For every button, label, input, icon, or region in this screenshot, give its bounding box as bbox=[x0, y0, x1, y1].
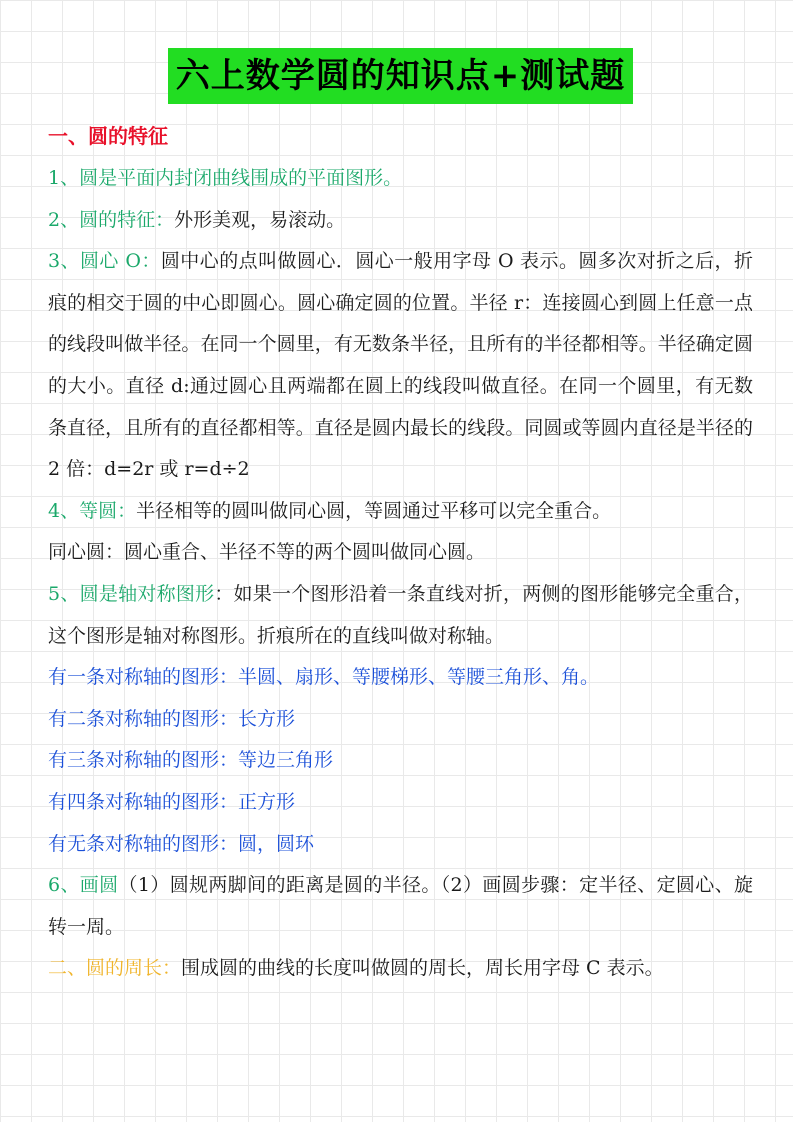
item-5 bbox=[48, 574, 753, 657]
item-6-text: （1）圆规两脚间的距离是圆的半径。（2）画圆步骤：定半径、定圆心、旋转一周。 bbox=[48, 874, 753, 938]
item-6 bbox=[48, 865, 753, 948]
item-4-label: 4、等圆： bbox=[48, 499, 137, 522]
page-title: 六上数学圆的知识点+测试题 bbox=[168, 48, 634, 104]
item-2 bbox=[48, 200, 753, 242]
item-6-label: 6、画圆 bbox=[48, 874, 119, 897]
item-5-label: 5、圆是轴对称图形 bbox=[48, 582, 215, 605]
item-4-text: 半径相等的圆叫做同心圆，等圆通过平移可以完全重合。 bbox=[136, 499, 612, 522]
symmetry-three-axes: 有三条对称轴的图形：等边三角形 bbox=[48, 749, 334, 772]
item-2-label: 2、圆的特征： bbox=[48, 208, 175, 231]
symmetry-one-axis: 有一条对称轴的图形：半圆、扇形、等腰梯形、等腰三角形、角。 bbox=[48, 666, 600, 689]
symmetry-four-axes: 有四条对称轴的图形：正方形 bbox=[48, 790, 296, 813]
section-circumference bbox=[48, 948, 753, 990]
item-5-text: ：如果一个图形沿着一条直线对折，两侧的图形能够完全重合，这个图形是轴对称图形。折痕所在的直线叫做对称轴。 bbox=[48, 582, 753, 647]
item-4-concentric: 同心圆：圆心重合、半径不等的两个圆叫做同心圆。 bbox=[48, 541, 486, 564]
item-4 bbox=[48, 491, 753, 533]
symmetry-two-axes: 有二条对称轴的图形：长方形 bbox=[48, 707, 296, 730]
document-page bbox=[48, 0, 753, 990]
section-circumference-label: 二、圆的周长： bbox=[48, 957, 182, 980]
item-2-text: 外形美观，易滚动。 bbox=[174, 208, 346, 231]
section-heading-circle-features: 一、圆的特征 bbox=[48, 124, 168, 148]
symmetry-infinite-axes: 有无条对称轴的图形：圆，圆环 bbox=[48, 832, 315, 855]
section-circumference-text: 围成圆的曲线的长度叫做圆的周长，周长用字母 C 表示。 bbox=[181, 957, 664, 980]
item-3-label: 3、圆心 O： bbox=[48, 250, 161, 273]
item-3 bbox=[48, 241, 753, 491]
item-1: 1、圆是平面内封闭曲线围成的平面图形。 bbox=[48, 167, 403, 189]
item-3-text: 圆中心的点叫做圆心．圆心一般用字母 O 表示。圆多次对折之后，折痕的相交于圆的中心即圆心。圆心确定圆的位置。半径 r：连接圆心到圆上任意一点的线段叫做半径。在同一个圆里，有无数条半径，且所有的半径都相等。半径确定圆的大小。直径 d:通过圆心且两端都在圆上的线段叫做直径。在同一个圆里，有无数条直径，且所有的直径都相等。直径是圆内最长的线段。同圆或等圆内直径是半径的 2 倍：d=2r 或 r=d÷2 bbox=[48, 250, 753, 481]
title-wrap bbox=[48, 0, 753, 104]
